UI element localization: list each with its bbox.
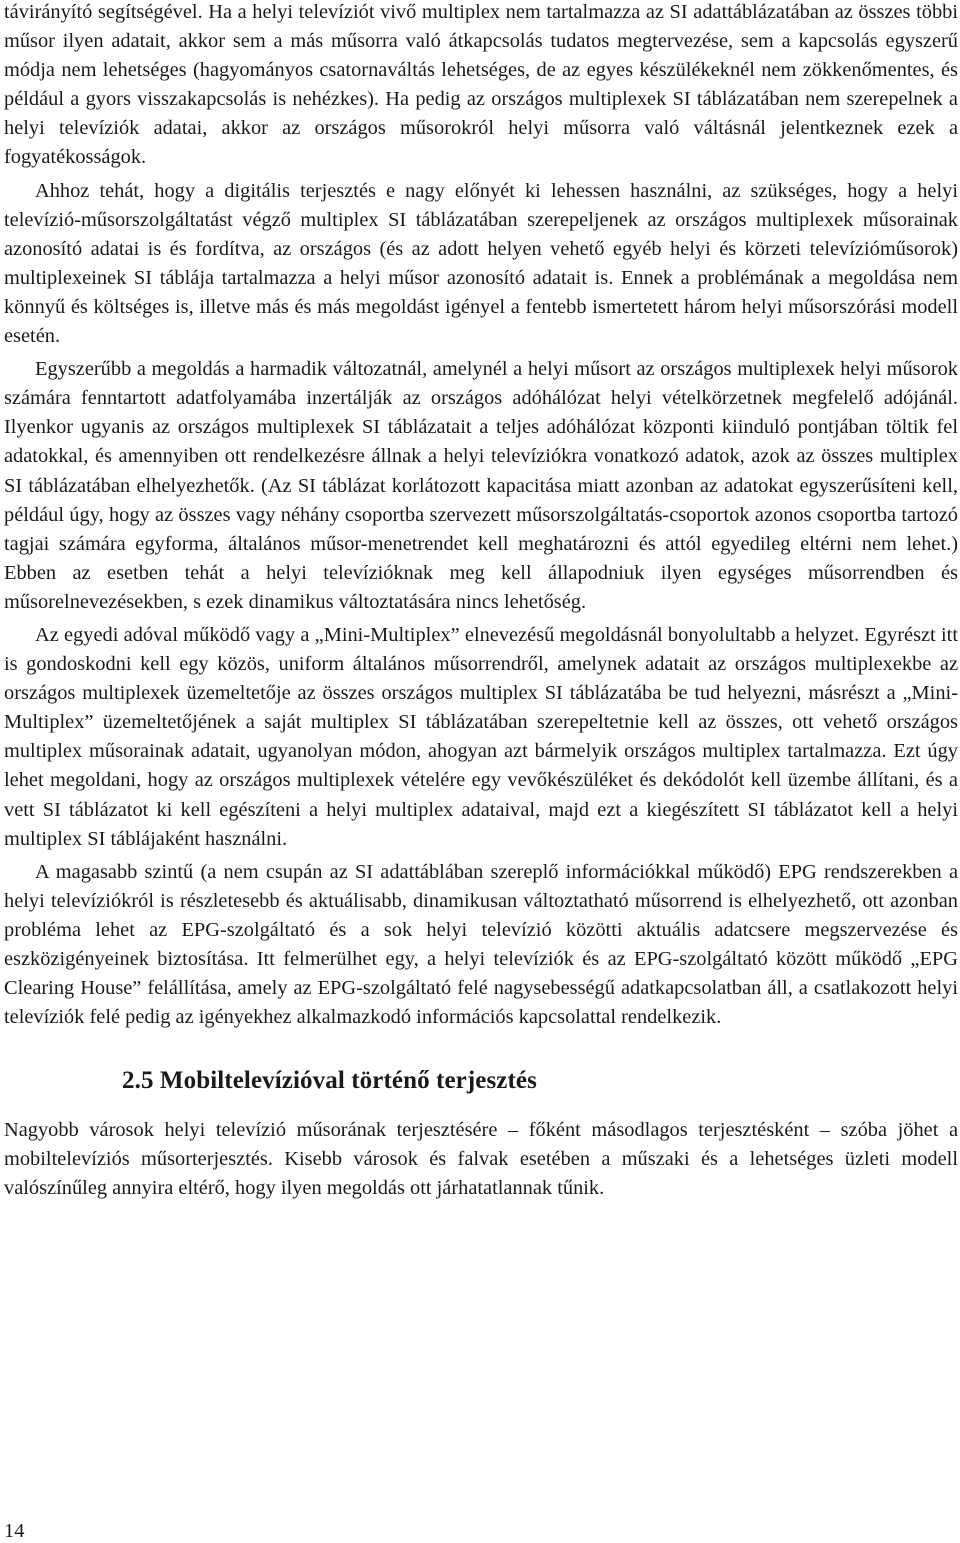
- paragraph-digital-advantage: Ahhoz tehát, hogy a digitális terjesztés e nagy előnyét ki lehessen használni, az szükséges, hogy a helyi televízió-műsorszolgáltatást végző multiplex SI táblázatában szerepeljenek az országos multiplexek műsorainak azonosító adatai is és fordítva, az országos (és az adott helyen vehető egyéb helyi és körzeti televízióműsorok) multiplexeinek SI táblája tartalmazza a helyi műsor azonosító adatait is. Ennek a problémának a megoldása nem könnyű és költséges is, illetve más és más megoldást igényel a fentebb ismertetett három helyi műsorszórási modell esetén.: [4, 179, 958, 348]
- paragraph-continuation: távirányító segítségével. Ha a helyi televíziót vivő multiplex nem tartalmazza az SI adattáblázatában az összes többi műsor ilyen adatait, akkor sem a más műsorra való átkapcsolás tudatos megtervezése, sem a kapcsolás egyszerű módja nem lehetséges (hagyományos csatornaváltás lehetséges, de az egyes készülékeknél nem zökkenőmentes, és például a gyors visszakapcsolás is nehézkes). Ha pedig az országos multiplexek SI táblázatában nem szerepelnek a helyi televíziók adatai, akkor az országos műsorokról helyi műsorra való váltásnál jelentkeznek ezek a fogyatékosságok.: [4, 1, 958, 169]
- paragraph-mobile-tv: Nagyobb városok helyi televízió műsorának terjesztésére – főként másodlagos terjesztésként – szóba jöhet a mobiltelevíziós műsorterjesztés. Kisebb városok és falvak esetében a műszaki és a lehetséges üzleti modell valószínűleg annyira eltérő, hogy ilyen megoldás ott járhatatlannak tűnik.: [4, 1119, 958, 1200]
- page-number: 14: [4, 1520, 25, 1542]
- paragraph-mini-multiplex: Az egyedi adóval működő vagy a „Mini-Multiplex” elnevezésű megoldásnál bonyolultabb a helyzet. Egyrészt itt is gondoskodni kell egy közös, uniform általános műsorrendről, amelynek adatait az országos multiplexekbe az országos multiplexek üzemeltetője az összes országos multiplex SI táblázatába be tud helyezni, másrészt a „Mini-Multiplex” üzemeltetőjének a saját multiplex SI táblázatában szerepeltetnie kell az összes, ott vehető országos multiplex műsorainak adatait, ugyanolyan módon, ahogyan azt bármelyik országos multiplex tartalmazza. Ezt úgy lehet megoldani, hogy az országos multiplexek vételére egy vevőkészüléket és dekódolót kell üzembe állítani, és a vett SI táblázatot ki kell egészíteni a helyi multiplex adataival, majd ezt a kiegészített SI táblázatot kell a helyi multiplex SI táblájaként használni.: [4, 623, 958, 850]
- section-heading: 2.5 Mobiltelevízióval történő terjesztés: [122, 1067, 537, 1095]
- paragraph-third-variant: Egyszerűbb a megoldás a harmadik változatnál, amelynél a helyi műsort az országos multiplexek helyi műsorok számára fenntartott adatfolyamába inzertálják az országos adóhálózat helyi vételkörzetnek megfelelő adójánál. Ilyenkor ugyanis az országos multiplexek SI táblázatait a teljes adóhálózat központi kiinduló pontjában töltik fel adatokkal, és amennyiben ott rendelkezésre állnak a helyi televíziókra vonatkozó adatok, azok az összes multiplex SI táblázatában elhelyezhetők. (Az SI táblázat korlátozott kapacitása miatt azonban az adatokat egyszerűsíteni kell, például úgy, hogy az összes vagy néhány csoportba szervezett műsorszolgáltatás-csoportok azonos csoportba tartozó tagjai számára egyforma, általános műsor-menetrendet kell meghatározni és attól egyedileg eltérni nem lehet.) Ebben az esetben tehát a helyi televízióknak meg kell állapodniuk ilyen egységes műsorrendben és műsorelnevezésekben, s ezek dinamikus változtatására nincs lehetőség.: [4, 358, 958, 613]
- text-body: [4, 0, 958, 1204]
- paragraph-epg-systems: A magasabb szintű (a nem csupán az SI adattáblában szereplő információkkal működő) EPG rendszerekben a helyi televíziókról is részletesebb és aktuálisabb, dinamikusan változtatható műsorrend is elhelyezhető, ott azonban probléma lehet az EPG-szolgáltató és a sok helyi televízió közötti aktuális adatcsere megszervezése és eszközigényeinek biztosítása. Itt felmerülhet egy, a helyi televíziók és az EPG-szolgáltató között működő „EPG Clearing House” felállítása, amely az EPG-szolgáltató felé nagysebességű adatkapcsolatban áll, a csatlakozott helyi televíziók felé pedig az igényekhez alkalmazkodó információs kapcsolattal rendelkezik.: [4, 860, 958, 1029]
